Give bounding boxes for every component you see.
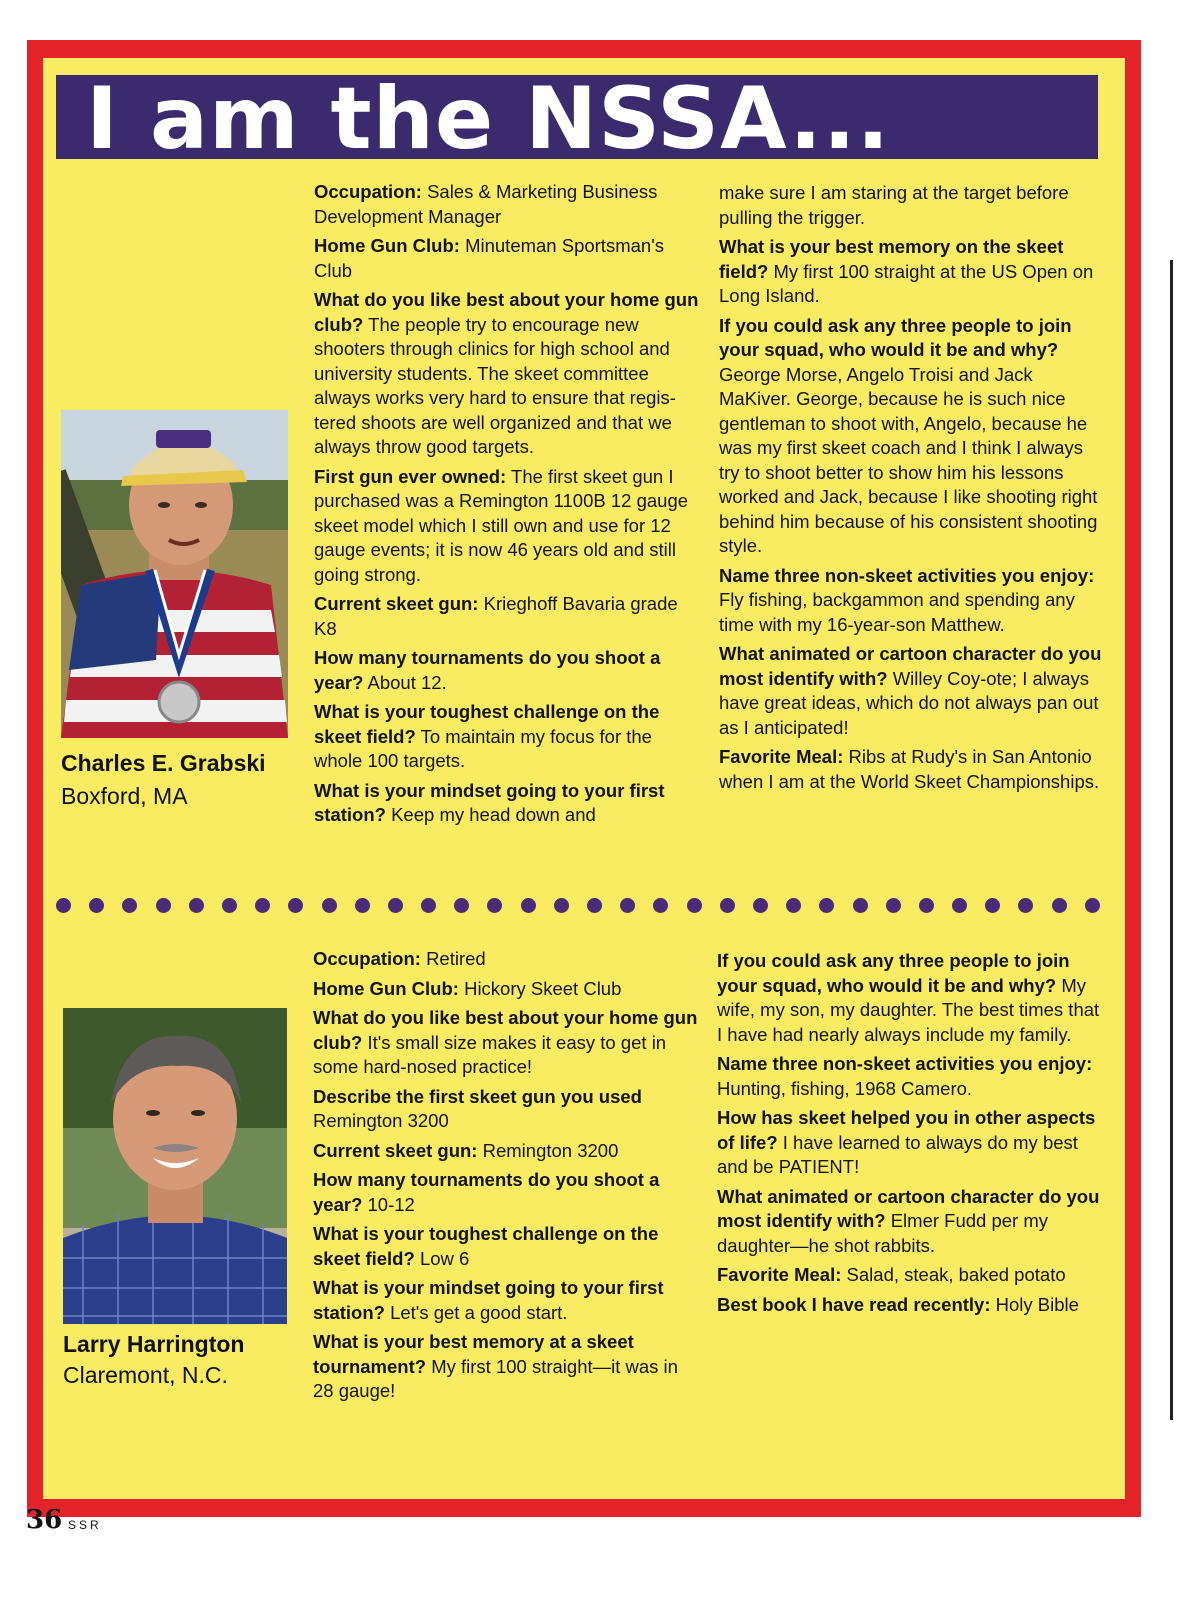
divider-dot	[355, 898, 370, 913]
page-title: I am the NSSA...	[86, 69, 891, 169]
answer-text: Low 6	[419, 1247, 470, 1269]
divider-dot	[322, 898, 337, 913]
answer-text: About 12.	[367, 671, 447, 693]
divider-dot	[1085, 898, 1100, 913]
question-text: Favorite Meal:	[717, 1264, 842, 1285]
answer-text: Hickory Skeet Club	[464, 977, 622, 999]
question-text: What is your mindset going to your first station?	[313, 1277, 664, 1323]
answer-text: Salad, steak, baked potato	[846, 1264, 1066, 1285]
qa-item	[313, 977, 703, 1002]
profile-location-1: Boxford, MA	[61, 783, 188, 809]
answer-text: I have learned to always do my best and be PATIENT!	[717, 1131, 1078, 1177]
question-text: What animated or cartoon character do you most identify with?	[719, 643, 1102, 689]
profile-photo-2	[63, 1008, 287, 1324]
qa-item	[717, 949, 1107, 1047]
divider-dot	[985, 898, 1000, 913]
qa-item	[313, 1006, 703, 1080]
profile-2-column-2	[717, 949, 1107, 1322]
qa-item	[719, 564, 1104, 638]
page-number: 36	[26, 1505, 63, 1535]
profile-photo-1	[61, 410, 288, 738]
qa-item	[719, 745, 1104, 794]
question-text: If you could ask any three people to join your squad, who would it be and why?	[719, 314, 1072, 360]
divider-dot	[421, 898, 436, 913]
qa-item	[313, 1222, 703, 1271]
qa-item	[719, 314, 1104, 559]
question-text: What animated or cartoon character do you most identify with?	[717, 1185, 1100, 1231]
answer-text: Keep my head down and	[391, 804, 596, 825]
answer-text: Ribs at Rudy's in San Antonio when I am at the World Skeet Championships.	[719, 746, 1100, 792]
answer-text: Minuteman Sportsman's Club	[314, 235, 664, 281]
qa-item	[313, 1085, 703, 1134]
qa-item	[314, 288, 699, 460]
qa-item	[314, 779, 699, 828]
answer-text: Elmer Fudd per my daughter—he shot rabbits.	[717, 1210, 1048, 1256]
divider-dot	[819, 898, 834, 913]
answer-text: 10-12	[367, 1193, 415, 1215]
divider-dot	[89, 898, 104, 913]
question-text: Current skeet gun:	[313, 1139, 478, 1161]
question-text: What is your best memory at a skeet tournament?	[313, 1331, 634, 1377]
answer-text: Fly fishing, backgammon and spending any time with my 16-year-son Matthew.	[719, 589, 1075, 635]
divider-dot	[1018, 898, 1033, 913]
qa-item	[314, 180, 699, 229]
answer-text: The first skeet gun I purchased was a Remington 1100B 12 gauge skeet model which I still own and use for 12 gauge events; it is now 46 years old and still going strong.	[314, 465, 689, 585]
divider-dot	[720, 898, 735, 913]
answer-text: It's small size makes it easy to get in some hard-nosed practice!	[313, 1031, 667, 1077]
publication-name: SSR	[68, 1518, 102, 1532]
divider-dot	[1052, 898, 1067, 913]
qa-item	[313, 1330, 703, 1404]
profile-name-2: Larry Harrington	[63, 1331, 245, 1357]
divider-dot	[288, 898, 303, 913]
question-text: What is your toughest challenge on the skeet field?	[314, 701, 660, 747]
question-text: What do you like best about your home gun club?	[313, 1007, 698, 1053]
qa-item	[313, 1168, 703, 1217]
profile-2-column-1	[313, 947, 703, 1409]
profile-location-2: Claremont, N.C.	[63, 1362, 228, 1388]
question-text: Home Gun Club:	[314, 235, 460, 256]
answer-text: Remington 3200	[482, 1139, 619, 1161]
divider-dot	[156, 898, 171, 913]
divider-dot	[919, 898, 934, 913]
question-text: What is your toughest challenge on the skeet field?	[313, 1223, 659, 1269]
question-text: What do you like best about your home gun club?	[314, 289, 699, 335]
divider-dot	[56, 898, 71, 913]
divider-dot	[521, 898, 536, 913]
question-text: How has skeet helped you in other aspects of life?	[717, 1107, 1096, 1153]
answer-text: My first 100 straight at the US Open on Long Island.	[719, 260, 1094, 306]
divider-dot	[122, 898, 137, 913]
question-text: Home Gun Club:	[313, 977, 459, 999]
answer-text: Remington 3200	[313, 1110, 449, 1131]
qa-item	[719, 181, 1104, 230]
qa-item	[314, 646, 699, 695]
dotted-divider	[56, 895, 1100, 915]
answer-text: Krieghoff Bavaria grade K8	[314, 593, 678, 639]
divider-dot	[587, 898, 602, 913]
answer-text: My wife, my son, my daughter. The best times that I have had nearly always include my family.	[717, 974, 1100, 1045]
divider-dot	[222, 898, 237, 913]
question-text: How many tournaments do you shoot a year?	[313, 1169, 660, 1215]
question-text: Name three non-skeet activities you enjoy:	[717, 1053, 1093, 1074]
divider-dot	[687, 898, 702, 913]
divider-dot	[952, 898, 967, 913]
answer-text: George Morse, Angelo Troisi and Jack MaKiver. George, because he is such nice gentleman to shoot with, Angelo, because he was my first skeet coach and I think I always try to shoot better to show him his lessons worked and Jack, because I like shooting right behind him because of his consistent shooting style.	[719, 363, 1098, 556]
qa-item	[313, 947, 703, 972]
divider-dot	[853, 898, 868, 913]
binding-edge-line	[1170, 260, 1173, 1420]
answer-text: Let's get a good start.	[390, 1301, 568, 1323]
divider-dot	[255, 898, 270, 913]
qa-item	[314, 234, 699, 283]
qa-item	[717, 1052, 1107, 1101]
divider-dot	[388, 898, 403, 913]
answer-text: The people try to encourage new shooters through clinics for high school and university students. The skeet committee always works very hard to ensure that regis-tered shoots are well organized and that we always throw good targets.	[314, 313, 676, 457]
divider-dot	[786, 898, 801, 913]
answer-text: make sure I am staring at the target before pulling the trigger.	[719, 182, 1069, 228]
divider-dot	[753, 898, 768, 913]
profile-1-column-2	[719, 181, 1104, 799]
qa-item	[314, 465, 699, 588]
qa-item	[717, 1293, 1107, 1318]
profile-1-column-1	[314, 180, 699, 833]
qa-item	[719, 642, 1104, 740]
divider-dot	[620, 898, 635, 913]
answer-text: To maintain my focus for the whole 100 targets.	[314, 725, 652, 771]
question-text: How many tournaments do you shoot a year?	[314, 647, 661, 693]
question-text: Best book I have read recently:	[717, 1293, 991, 1315]
answer-text: My first 100 straight—it was in 28 gauge!	[313, 1355, 678, 1401]
answer-text: Hunting, fishing, 1968 Camero.	[717, 1077, 973, 1099]
question-text: Occupation:	[313, 948, 421, 969]
question-text: Describe the first skeet gun you used	[313, 1085, 642, 1107]
qa-item	[717, 1106, 1107, 1180]
qa-item	[313, 1276, 703, 1325]
profile-name-1: Charles E. Grabski	[61, 750, 266, 776]
question-text: First gun ever owned:	[314, 465, 507, 487]
question-text: Name three non-skeet activities you enjoy:	[719, 564, 1095, 586]
qa-item	[717, 1185, 1107, 1259]
question-text: Occupation:	[314, 181, 422, 202]
question-text: Current skeet gun:	[314, 593, 479, 614]
divider-dot	[886, 898, 901, 913]
question-text: What is your best memory on the skeet field?	[719, 236, 1064, 282]
answer-text: Sales & Marketing Business Development Manager	[314, 181, 658, 227]
answer-text: Willey Coy-ote; I always have great ideas, which do not always pan out as I anticipated!	[719, 667, 1099, 738]
qa-item	[719, 235, 1104, 309]
question-text: What is your mindset going to your first station?	[314, 779, 665, 825]
qa-item	[717, 1263, 1107, 1288]
question-text: Favorite Meal:	[719, 746, 844, 767]
answer-text: Holy Bible	[995, 1293, 1079, 1315]
divider-dot	[189, 898, 204, 913]
title-bar	[56, 69, 1098, 169]
divider-dot	[454, 898, 469, 913]
question-text: If you could ask any three people to join your squad, who would it be and why?	[717, 950, 1070, 996]
qa-item	[314, 700, 699, 774]
divider-dot	[653, 898, 668, 913]
qa-item	[314, 592, 699, 641]
divider-dot	[487, 898, 502, 913]
qa-item	[313, 1139, 703, 1164]
answer-text: Retired	[426, 948, 486, 969]
divider-dot	[554, 898, 569, 913]
